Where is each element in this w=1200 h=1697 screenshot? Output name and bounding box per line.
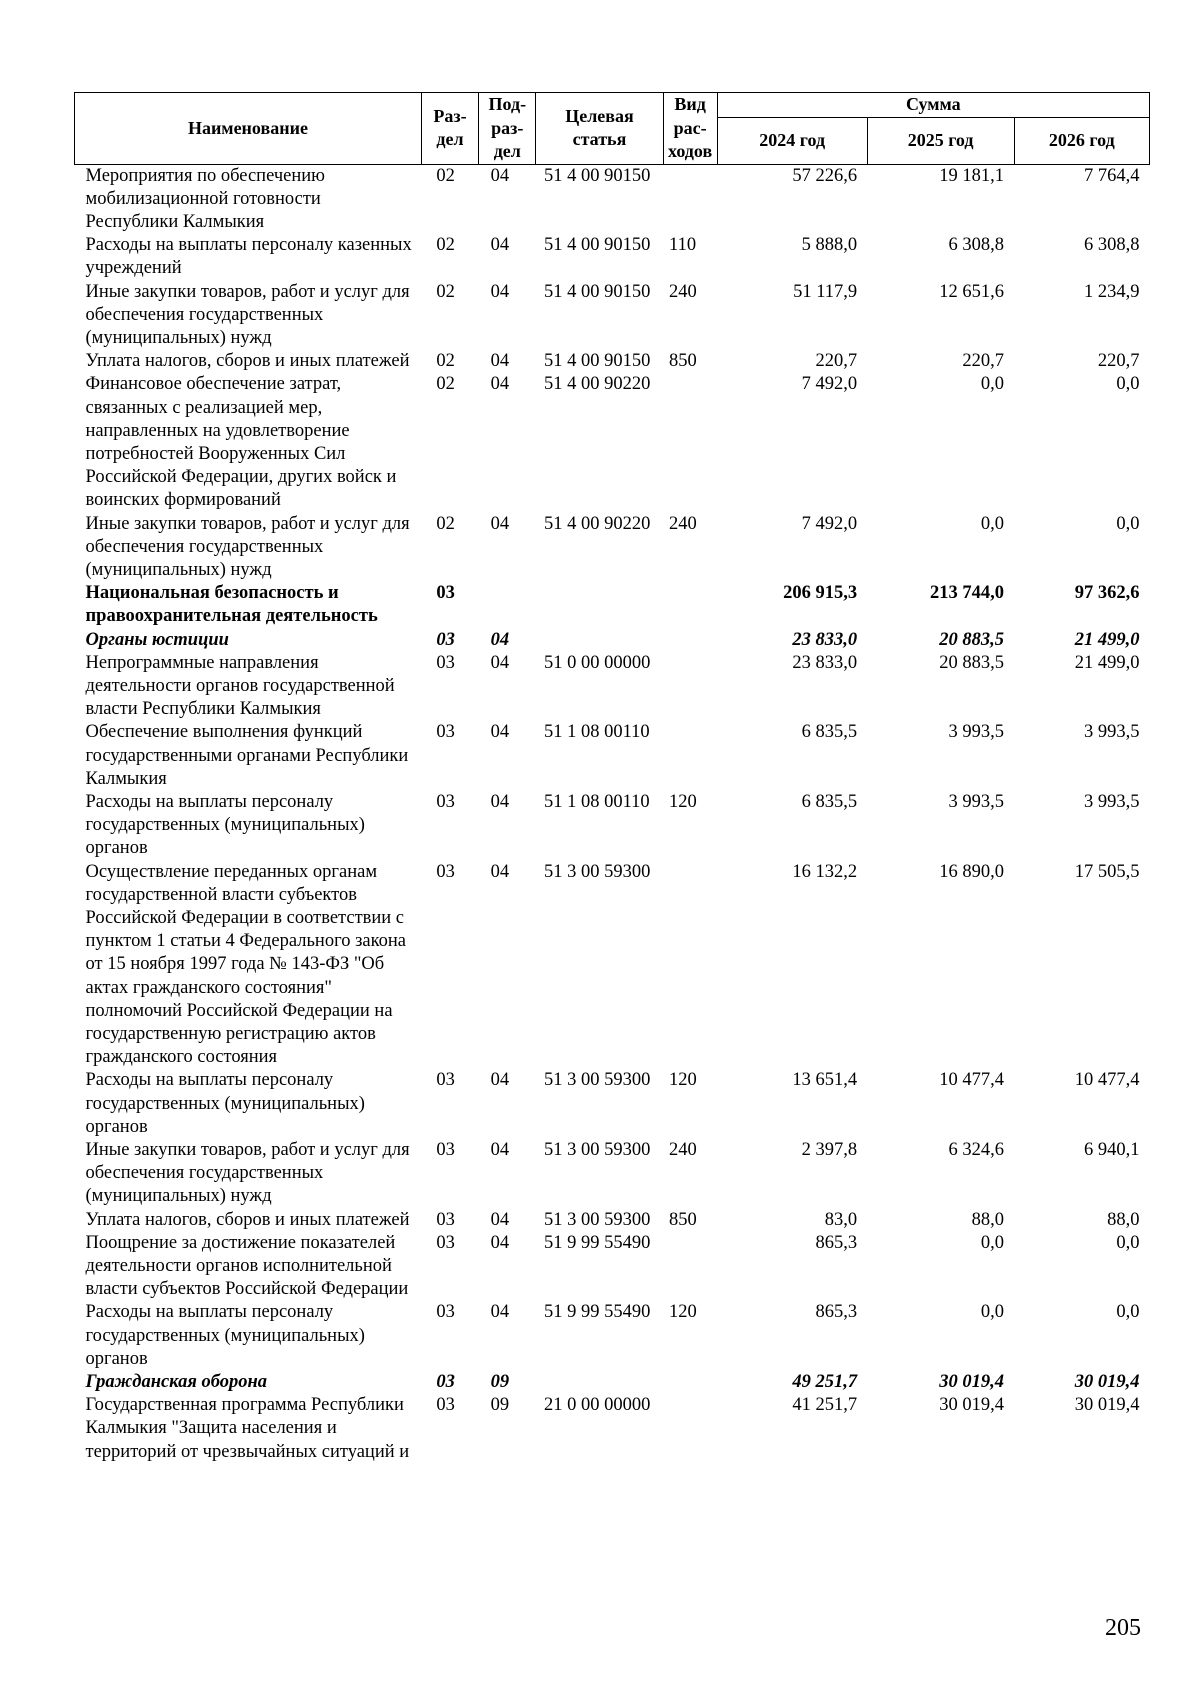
cell-celevaya-statya: 51 3 00 59300: [543, 861, 651, 882]
table-body: [75, 164, 1150, 1464]
table-row-section: [75, 582, 1150, 628]
cell-vid-rashodov: 120: [669, 1302, 697, 1323]
cell-celevaya-statya: 51 3 00 59300: [543, 1209, 651, 1230]
cell-sum-2025: 10 477,4: [939, 1070, 1005, 1091]
cell-razdel: 03: [436, 1372, 455, 1393]
cell-sum-2024: 206 915,3: [783, 583, 858, 604]
header-celevaya-statya: [536, 93, 663, 165]
cell-celevaya-statya: [536, 582, 663, 628]
cell-name: Расходы на выплаты персоналу казенных учреждений: [85, 235, 412, 279]
cell-name: Расходы на выплаты персоналу государственных (муниципальных) органов: [85, 1070, 365, 1137]
cell-sum-2024: 865,3: [815, 1302, 858, 1323]
cell-sum-2024: 57 226,6: [792, 165, 858, 186]
cell-sum-2024: 7 492,0: [801, 513, 858, 534]
cell-celevaya-statya: 51 4 00 90150: [543, 235, 651, 256]
table-row: [75, 1301, 1150, 1371]
cell-vid-rashodov: 240: [669, 513, 697, 534]
cell-sum-2025: 88,0: [971, 1209, 1005, 1230]
cell-name: Осуществление переданных органам государственной власти субъектов Российской Федерации в соответствии с пунктом 1 статьи 4 Федерального закона от 15 ноября 1997 года № 143-ФЗ "Об актах гражданского состояния" полномочий Российской Федерации на государственную регистрацию актов гражданского состояния: [85, 861, 406, 1068]
cell-razdel: 03: [436, 583, 455, 604]
cell-sum-2026: 0,0: [1116, 1302, 1140, 1323]
cell-sum-2026: 17 505,5: [1074, 861, 1140, 882]
cell-podrazdel: 04: [490, 513, 510, 534]
cell-podrazdel: 04: [490, 861, 510, 882]
cell-name: Уплата налогов, сборов и иных платежей: [85, 351, 410, 372]
cell-podrazdel: 04: [490, 1209, 510, 1230]
cell-podrazdel: 09: [490, 1395, 510, 1416]
cell-sum-2025: 19 181,1: [939, 165, 1005, 186]
cell-sum-2026: 21 499,0: [1074, 629, 1140, 650]
header-name: Наименование: [75, 93, 422, 165]
cell-sum-2026: 3 993,5: [1084, 791, 1140, 812]
header-razdel-label: Раз- дел: [433, 105, 467, 150]
cell-podrazdel: 04: [490, 351, 510, 372]
cell-sum-2025: 30 019,4: [939, 1372, 1005, 1393]
header-year-2025: 2025 год: [867, 118, 1014, 164]
cell-name: Финансовое обеспечение затрат, связанных с реализацией мер, направленных на удовлетворение потребностей Вооруженных Сил Российской Федерации, других войск и воинских формирований: [85, 374, 397, 511]
cell-vid-rashodov: [663, 1394, 717, 1464]
cell-celevaya-statya: [536, 1371, 663, 1394]
cell-vid-rashodov: 110: [669, 235, 697, 256]
table-row: [75, 1069, 1150, 1139]
cell-sum-2024: 5 888,0: [801, 235, 858, 256]
cell-name: Непрограммные направления деятельности органов государственной власти Республики Калмыкия: [85, 652, 395, 720]
cell-celevaya-statya: 51 3 00 59300: [543, 1140, 651, 1161]
cell-vid-rashodov: 240: [669, 1140, 697, 1161]
cell-celevaya-statya: 51 0 00 00000: [543, 652, 651, 673]
header-year-2024: 2024 год: [717, 118, 867, 164]
cell-sum-2025: 0,0: [980, 513, 1005, 534]
cell-sum-2025: 220,7: [962, 351, 1005, 372]
cell-podrazdel: 04: [490, 165, 510, 186]
cell-podrazdel: 04: [490, 1070, 510, 1091]
cell-sum-2026: 97 362,6: [1074, 583, 1140, 604]
cell-razdel: 02: [436, 351, 455, 372]
cell-sum-2025: 12 651,6: [939, 281, 1005, 302]
cell-sum-2024: 83,0: [824, 1209, 858, 1230]
cell-sum-2024: 16 132,2: [792, 861, 858, 882]
cell-sum-2026: 21 499,0: [1074, 652, 1140, 673]
cell-celevaya-statya: 51 4 00 90220: [543, 513, 651, 534]
cell-sum-2024: 23 833,0: [792, 629, 858, 650]
cell-podrazdel: 04: [490, 652, 510, 673]
cell-podrazdel: 04: [490, 791, 510, 812]
cell-vid-rashodov: [663, 721, 717, 791]
cell-sum-2025: 20 883,5: [939, 629, 1005, 650]
cell-razdel: 03: [436, 1395, 455, 1416]
cell-sum-2025: 6 308,8: [948, 235, 1005, 256]
cell-razdel: 03: [436, 791, 455, 812]
cell-razdel: 02: [436, 513, 455, 534]
table-row: [75, 1394, 1150, 1464]
cell-vid-rashodov: 850: [669, 351, 697, 372]
cell-sum-2024: 13 651,4: [792, 1070, 858, 1091]
cell-sum-2024: 7 492,0: [801, 374, 858, 395]
cell-name: Поощрение за достижение показателей деятельности органов исполнительной власти субъектов Российской Федерации: [85, 1232, 409, 1300]
cell-razdel: 03: [436, 1302, 455, 1323]
cell-celevaya-statya: 51 1 08 00110: [543, 791, 650, 812]
cell-celevaya-statya: 51 4 00 90150: [543, 165, 651, 186]
header-summa: Сумма: [717, 93, 1149, 118]
cell-vid-rashodov: [663, 652, 717, 722]
table-row: [75, 1139, 1150, 1209]
cell-celevaya-statya: 51 9 99 55490: [543, 1232, 651, 1253]
cell-podrazdel: [479, 582, 536, 628]
cell-razdel: 02: [436, 374, 455, 395]
cell-razdel: 03: [436, 652, 455, 673]
cell-sum-2024: 51 117,9: [793, 281, 858, 302]
cell-name: Иные закупки товаров, работ и услуг для обеспечения государственных (муниципальных) нужд: [85, 281, 410, 348]
table-row-subsection: [75, 1371, 1150, 1394]
table-row: [75, 164, 1150, 234]
cell-vid-rashodov: [663, 1232, 717, 1302]
cell-vid-rashodov: 120: [669, 1070, 697, 1091]
cell-sum-2026: 6 940,1: [1084, 1140, 1140, 1161]
header-celevaya-statya-label: Целевая статья: [565, 105, 634, 150]
cell-celevaya-statya: 51 4 00 90150: [543, 351, 651, 372]
cell-razdel: 03: [436, 861, 455, 882]
cell-sum-2025: 3 993,5: [948, 791, 1005, 812]
cell-razdel: 02: [436, 165, 455, 186]
table-header: [75, 93, 1150, 165]
cell-name: Органы юстиции: [85, 629, 229, 650]
cell-sum-2026: 220,7: [1097, 351, 1140, 372]
cell-sum-2026: 1 234,9: [1084, 281, 1140, 302]
cell-podrazdel: 09: [490, 1372, 510, 1393]
cell-vid-rashodov: [663, 582, 717, 628]
cell-sum-2026: 88,0: [1107, 1209, 1140, 1230]
cell-vid-rashodov: [663, 164, 717, 234]
table-row: [75, 1209, 1150, 1232]
cell-vid-rashodov: 850: [669, 1209, 697, 1230]
cell-podrazdel: 04: [490, 1302, 510, 1323]
cell-sum-2026: 6 308,8: [1084, 235, 1140, 256]
cell-sum-2026: 10 477,4: [1074, 1070, 1140, 1091]
table-row: [75, 281, 1150, 351]
cell-sum-2024: 41 251,7: [792, 1395, 858, 1416]
header-podrazdel-label: Под- раз- дел: [488, 94, 527, 161]
cell-razdel: 03: [436, 1140, 455, 1161]
cell-celevaya-statya: 51 1 08 00110: [543, 722, 650, 743]
cell-sum-2026: 0,0: [1116, 1232, 1140, 1253]
cell-sum-2026: 3 993,5: [1084, 722, 1140, 743]
cell-podrazdel: 04: [490, 235, 510, 256]
cell-name: Обеспечение выполнения функций государственными органами Республики Калмыкия: [85, 722, 409, 789]
cell-podrazdel: 04: [490, 1232, 510, 1253]
table-row: [75, 234, 1150, 280]
cell-sum-2024: 49 251,7: [792, 1372, 858, 1393]
table-row: [75, 373, 1150, 512]
cell-sum-2026: 0,0: [1116, 374, 1140, 395]
cell-razdel: 03: [436, 629, 455, 650]
table-row: [75, 861, 1150, 1070]
cell-celevaya-statya: 51 3 00 59300: [543, 1070, 651, 1091]
cell-razdel: 03: [436, 1209, 455, 1230]
cell-podrazdel: 04: [490, 374, 510, 395]
header-year-2026: 2026 год: [1014, 118, 1149, 164]
cell-sum-2025: 30 019,4: [939, 1395, 1005, 1416]
cell-podrazdel: 04: [490, 281, 510, 302]
cell-name: Мероприятия по обеспечению мобилизационной готовности Республики Калмыкия: [85, 165, 325, 232]
cell-name: Расходы на выплаты персоналу государственных (муниципальных) органов: [85, 1302, 365, 1369]
cell-razdel: 03: [436, 1070, 455, 1091]
cell-sum-2026: 0,0: [1116, 513, 1140, 534]
cell-sum-2024: 2 397,8: [801, 1140, 858, 1161]
cell-name: Иные закупки товаров, работ и услуг для обеспечения государственных (муниципальных) нужд: [85, 1140, 410, 1207]
cell-celevaya-statya: 51 9 99 55490: [543, 1302, 651, 1323]
cell-sum-2025: 16 890,0: [939, 861, 1005, 882]
cell-sum-2024: 23 833,0: [792, 652, 858, 673]
cell-sum-2025: 6 324,6: [948, 1140, 1005, 1161]
cell-celevaya-statya: 51 4 00 90150: [543, 281, 651, 302]
cell-sum-2025: 0,0: [980, 1232, 1005, 1253]
cell-sum-2026: 7 764,4: [1084, 165, 1140, 186]
cell-razdel: 03: [436, 1232, 455, 1253]
cell-sum-2026: 30 019,4: [1074, 1395, 1140, 1416]
cell-name: Расходы на выплаты персоналу государственных (муниципальных) органов: [85, 791, 365, 859]
cell-vid-rashodov: 120: [669, 791, 697, 812]
cell-razdel: 03: [436, 722, 455, 743]
cell-name: Уплата налогов, сборов и иных платежей: [85, 1209, 410, 1230]
cell-sum-2026: 30 019,4: [1074, 1372, 1140, 1393]
cell-sum-2025: 20 883,5: [939, 652, 1005, 673]
cell-vid-rashodov: [663, 1371, 717, 1394]
header-vid-rashodov: [663, 93, 717, 165]
table-row: [75, 350, 1150, 373]
page-number: 205: [1105, 1615, 1141, 1641]
cell-name: Гражданская оборона: [85, 1372, 268, 1393]
header-razdel: [421, 93, 478, 165]
cell-name: Государственная программа Республики Калмыкия "Защита населения и территорий от чрезвычайных ситуаций и: [85, 1395, 410, 1462]
cell-celevaya-statya: [536, 629, 663, 652]
cell-sum-2024: 6 835,5: [801, 791, 858, 812]
cell-name: Национальная безопасность и правоохранительная деятельность: [85, 583, 378, 627]
cell-celevaya-statya: 51 4 00 90220: [543, 374, 651, 395]
header-podrazdel: [479, 93, 536, 165]
header-vid-rashodov-label: Вид рас- ходов: [668, 94, 713, 161]
cell-sum-2025: 0,0: [980, 374, 1005, 395]
cell-sum-2025: 213 744,0: [930, 583, 1005, 604]
table-row: [75, 513, 1150, 583]
cell-vid-rashodov: [663, 373, 717, 512]
cell-sum-2025: 3 993,5: [948, 722, 1005, 743]
cell-vid-rashodov: [663, 629, 717, 652]
cell-razdel: 02: [436, 235, 455, 256]
cell-podrazdel: 04: [490, 629, 510, 650]
cell-podrazdel: 04: [490, 1140, 510, 1161]
cell-sum-2024: 865,3: [815, 1232, 858, 1253]
table-row: [75, 791, 1150, 861]
table-row: [75, 721, 1150, 791]
cell-celevaya-statya: 21 0 00 00000: [543, 1395, 651, 1416]
cell-vid-rashodov: [663, 861, 717, 1070]
cell-sum-2024: 6 835,5: [801, 722, 858, 743]
cell-podrazdel: 04: [490, 722, 510, 743]
cell-name: Иные закупки товаров, работ и услуг для обеспечения государственных (муниципальных) нужд: [85, 513, 410, 580]
cell-sum-2025: 0,0: [980, 1302, 1005, 1323]
cell-sum-2024: 220,7: [815, 351, 858, 372]
table-row-subsection: [75, 629, 1150, 652]
table-row: [75, 1232, 1150, 1302]
budget-table: [74, 92, 1150, 1464]
cell-vid-rashodov: 240: [669, 281, 697, 302]
table-row: [75, 652, 1150, 722]
cell-razdel: 02: [436, 281, 455, 302]
